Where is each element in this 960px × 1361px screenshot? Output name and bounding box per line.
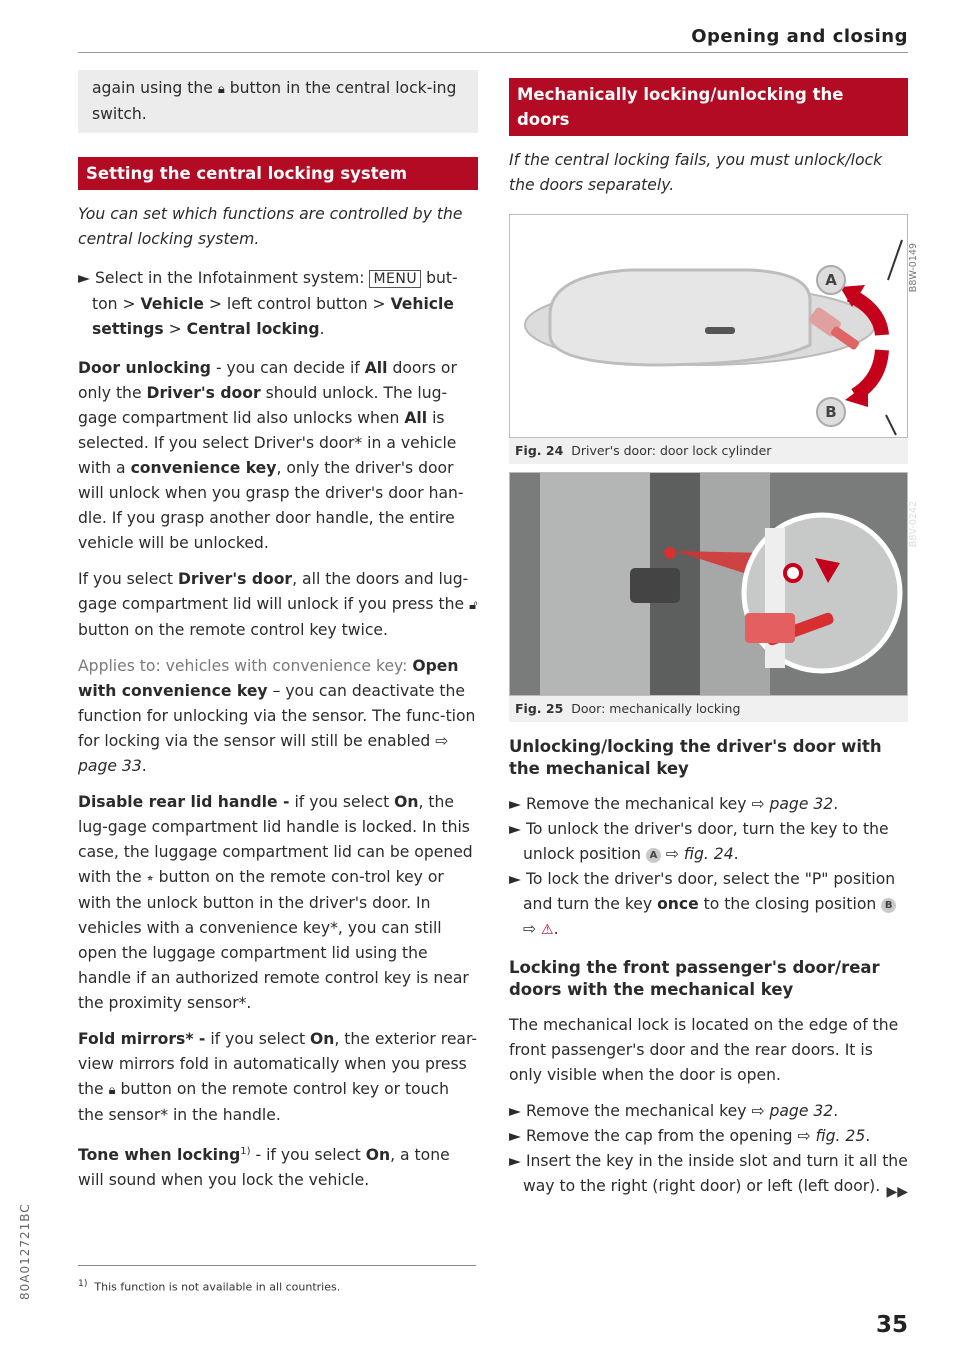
list-item: ► To lock the driver's door, select the "P" position and turn the key once to the closing position B ⇨ ⚠. (509, 870, 896, 938)
page-ref-link[interactable]: ⇨ page 33 (78, 732, 449, 775)
door-unlocking-paragraph: Door unlocking - you can decide if All doors or only the Driver's door should unlock. The lug-gage compartment lid also unlocks when All is selected. If you select Driver's door* in a vehicle with a convenience key, only the driver's door will unlock when you grasp the driver's door han-dle. If you grasp another door handle, the entire vehicle will be unlocked. (78, 359, 464, 552)
steps-passenger-doors (509, 1099, 908, 1199)
list-item: ► Remove the cap from the opening ⇨ fig. 25. (509, 1127, 871, 1145)
list-item: ► Remove the mechanical key ⇨ page 32. (509, 1102, 839, 1120)
mechanical-lock-paragraph: The mechanical lock is located on the edge of the front passenger's door and the rear doors. It is only visible when the door is open. (509, 1016, 899, 1084)
steps-driver-door (509, 792, 908, 943)
figure-ref-link[interactable]: ⇨ fig. 25 (797, 1127, 866, 1145)
left-column (78, 70, 478, 1204)
figure-25-caption: Fig. 25 Door: mechanically locking (515, 701, 741, 716)
list-item: ► To unlock the driver's door, turn the key to the unlock position A ⇨ fig. 24. (509, 820, 889, 863)
note-box: again using the 🔒︎ button in the central lock-ing switch. (78, 70, 478, 133)
figure-25-code: B8V-0242 (908, 501, 919, 548)
right-column (509, 70, 919, 1211)
lock-button-icon: 🔒︎ (108, 1083, 116, 1098)
door-lock-illustration (510, 473, 907, 695)
list-item: ► Remove the mechanical key ⇨ page 32. (509, 795, 839, 813)
subheading-driver-door: Unlocking/locking the driver's door with the mechanical key (509, 737, 882, 778)
page-ref-link[interactable]: ⇨ page 32 (751, 795, 834, 813)
figure-25 (509, 472, 919, 722)
convenience-key-paragraph: Applies to: vehicles with convenience key: Open with convenience key – you can deactivate the function for unlocking via the sensor. The func-tion for locking via the sensor will still be enabled ⇨ page 33. (78, 657, 476, 775)
door-handle-illustration (510, 215, 907, 437)
subheading-passenger-doors: Locking the front passenger's door/rear doors with the mechanical key (509, 958, 880, 999)
figure-24-image (509, 214, 919, 438)
marker-a: A (816, 265, 846, 295)
fold-mirrors-paragraph: Fold mirrors* - if you select On, the exterior rear-view mirrors fold in automatically when you press the 🔒︎ button on the remote control key or touch the sensor* in the handle. (78, 1030, 478, 1124)
section-intro-mechanical: If the central locking fails, you must unlock/lock the doors separately. (509, 151, 883, 194)
driver-door-paragraph: If you select Driver's door, all the doors and lug-gage compartment lid will unlock if you press the 🔓︎ button on the remote control key twice. (78, 570, 478, 639)
menu-step: ► Select in the Infotainment system: MENU but-ton > Vehicle > left control button > Vehicle settings > Central locking. (78, 269, 458, 338)
marker-a-inline: A (646, 848, 661, 863)
menu-key: MENU (369, 270, 421, 288)
continue-arrow-icon: ▶▶ (886, 1184, 908, 1200)
marker-b-inline: B (881, 898, 896, 913)
figure-ref-link[interactable]: ⇨ fig. 24 (660, 845, 734, 863)
unlock-button-icon: 🔓︎ (469, 598, 478, 613)
list-item: ► Insert the key in the inside slot and turn it all the way to the right (right door) or left (left door). (509, 1152, 908, 1195)
section-heading-central-locking: Setting the central locking system (78, 157, 478, 190)
marker-b: B (816, 397, 846, 427)
figure-24 (509, 214, 919, 464)
page-header-title: Opening and closing (691, 26, 908, 47)
tone-paragraph: Tone when locking$^{1)}$ - if you select On, a tone will sound when you lock the vehicle. (78, 1146, 450, 1190)
document-code: 80A012721BC (18, 1203, 32, 1300)
footnote: $^{1)}$ This function is not available in all countries. (78, 1278, 341, 1294)
page-number: 35 (875, 1312, 908, 1338)
figure-25-image (509, 472, 919, 696)
page-ref-link[interactable]: ⇨ page 32 (751, 1102, 834, 1120)
warning-icon[interactable]: ⚠ (541, 922, 554, 938)
lock-button-icon: 🔒︎ (217, 82, 225, 97)
trunk-button-icon: ⭒ (146, 871, 154, 886)
rear-lid-paragraph: Disable rear lid handle - if you select On, the lug-gage compartment lid handle is locked. In this case, the luggage compartment lid can be opened with the ⭒ button on the remote con-trol key or with the unlock button in the driver's door. In vehicles with a convenience key*, you can still open the luggage compartment lid using the handle if an authorized remote control key is near the proximity sensor*. (78, 793, 473, 1012)
footnote-rule (78, 1265, 476, 1266)
header-rule (78, 52, 908, 53)
figure-24-caption: Fig. 24 Driver's door: door lock cylinder (515, 443, 772, 458)
figure-24-code: B8W-0149 (908, 243, 919, 293)
section-intro: You can set which functions are controlled by the central locking system. (78, 205, 463, 248)
section-heading-mechanical: Mechanically locking/unlocking the doors (509, 78, 908, 136)
